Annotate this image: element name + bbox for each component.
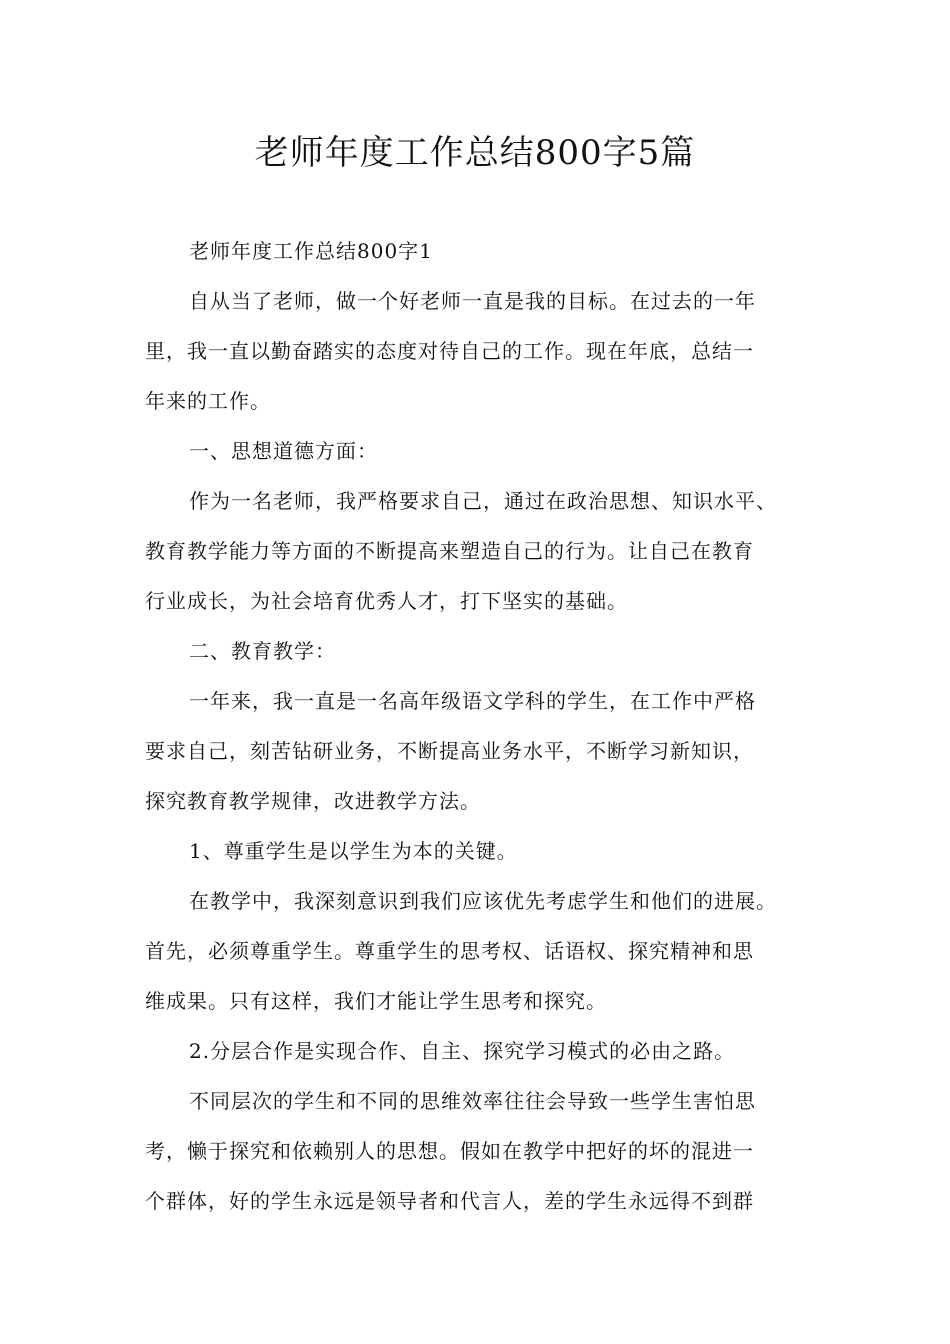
paragraph-line: 行业成长，为社会培育优秀人才，打下坚实的基础。: [145, 589, 628, 613]
section-heading: 老师年度工作总结800字1: [189, 239, 433, 263]
paragraph-line: 在教学中，我深刻意识到我们应该优先考虑学生和他们的进展。: [189, 889, 777, 913]
document-title: 老师年度工作总结800字5篇: [254, 133, 696, 173]
paragraph-line: 要求自己，刻苦钻研业务，不断提高业务水平，不断学习新知识，: [145, 739, 754, 763]
paragraph-line: 个群体，好的学生永远是领导者和代言人，差的学生永远得不到群: [145, 1189, 754, 1213]
paragraph-line: 一年来，我一直是一名高年级语文学科的学生，在工作中严格: [189, 689, 756, 713]
numbered-point: 2.分层合作是实现合作、自主、探究学习模式的必由之路。: [189, 1039, 736, 1063]
numbered-point: 1、尊重学生是以学生为本的关键。: [189, 839, 518, 863]
paragraph-line: 探究教育教学规律，改进教学方法。: [145, 789, 481, 813]
paragraph-line: 首先，必须尊重学生。尊重学生的思考权、话语权、探究精神和思: [145, 939, 754, 963]
subsection-heading: 二、教育教学：: [189, 639, 336, 663]
paragraph-line: 里，我一直以勤奋踏实的态度对待自己的工作。现在年底，总结一: [145, 339, 754, 363]
paragraph-line: 不同层次的学生和不同的思维效率往往会导致一些学生害怕思: [189, 1089, 756, 1113]
paragraph-line: 维成果。只有这样，我们才能让学生思考和探究。: [145, 989, 607, 1013]
paragraph-line: 考，懒于探究和依赖别人的思想。假如在教学中把好的坏的混进一: [145, 1139, 754, 1163]
paragraph-line: 年来的工作。: [145, 389, 271, 413]
subsection-heading: 一、思想道德方面：: [189, 439, 378, 463]
paragraph-line: 作为一名老师，我严格要求自己，通过在政治思想、知识水平、: [189, 489, 777, 513]
paragraph-line: 自从当了老师，做一个好老师一直是我的目标。在过去的一年: [189, 289, 756, 313]
paragraph-line: 教育教学能力等方面的不断提高来塑造自己的行为。让自己在教育: [145, 539, 754, 563]
